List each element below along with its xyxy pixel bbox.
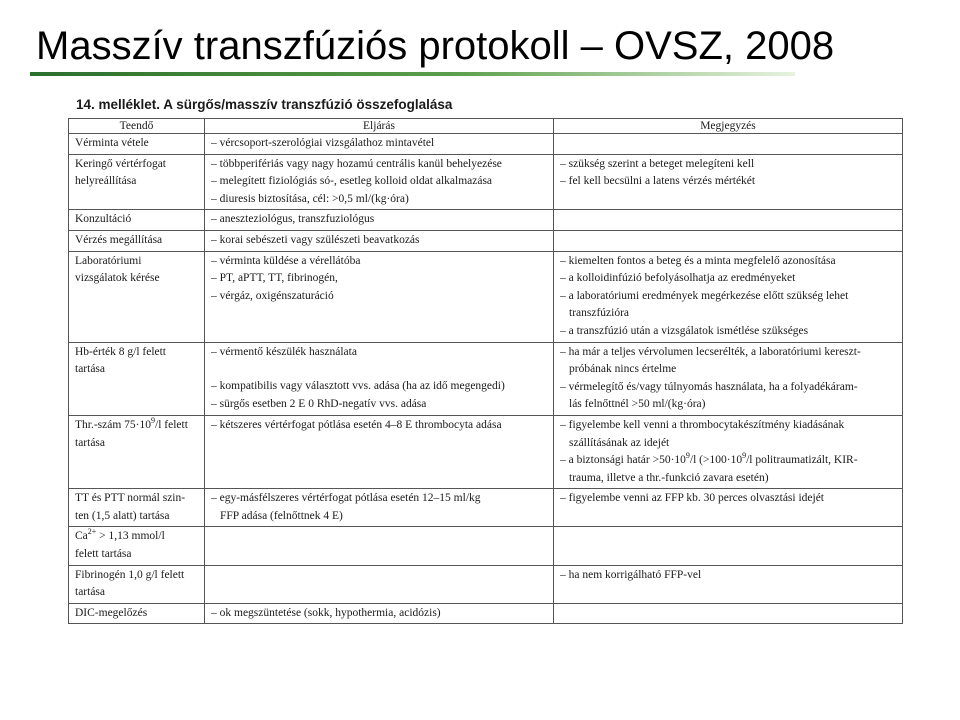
cell-line: transzfúzióra	[569, 307, 630, 320]
cell-line: – többperifériás vagy nagy hozamú centrális kanül behelyezése	[211, 157, 502, 170]
cell-line: FFP adása (felnőttnek 4 E)	[220, 509, 343, 522]
table-row	[69, 134, 903, 155]
cell-line: Thr.-szám $75\cdot 10^9/l$ felett	[75, 416, 188, 431]
cell-line: – kompatibilis vagy választott vvs. adása (ha az idő megengedi)	[211, 380, 505, 393]
table-row	[69, 210, 903, 231]
cell-teendo	[69, 489, 205, 527]
cell-line: vizsgálatok kérése	[75, 272, 160, 285]
cell-line: – ok megszüntetése (sokk, hypothermia, acidózis)	[211, 606, 441, 619]
cell-megjegyzes	[554, 415, 903, 488]
cell-megjegyzes	[554, 134, 903, 155]
title-underline	[30, 72, 795, 76]
cell-megjegyzes	[554, 230, 903, 251]
cell-line: – a kolloidinfúzió befolyásolhatja az eredményeket	[560, 272, 796, 285]
cell-line: TT és PTT normál szin-	[75, 492, 186, 505]
cell-megjegyzes	[554, 342, 903, 415]
cell-line: – figyelembe kell venni a thrombocytakészítmény kiadásának	[560, 418, 845, 431]
column-header-teendo: Teendő	[69, 119, 205, 134]
table-row	[69, 489, 903, 527]
cell-eljaras	[205, 210, 554, 231]
cell-line: – figyelembe venni az FFP kb. 30 perces olvasztási idejét	[560, 492, 825, 505]
cell-teendo	[69, 134, 205, 155]
cell-teendo	[69, 251, 205, 342]
cell-teendo	[69, 154, 205, 210]
cell-eljaras	[205, 565, 554, 603]
cell-line	[211, 361, 547, 378]
cell-line: próbának nincs értelme	[569, 363, 677, 376]
cell-line: Konzultáció	[75, 213, 132, 226]
cell-megjegyzes	[554, 210, 903, 231]
cell-eljaras	[205, 251, 554, 342]
cell-line: Keringő vértérfogat	[75, 157, 167, 170]
cell-line: – egy-másfélszeres vértérfogat pótlása esetén 12–15 ml/kg	[211, 492, 481, 505]
cell-line: trauma, illetve a thr.-funkció zavara esetén)	[569, 471, 769, 484]
cell-line: – szükség szerint a beteget melegíteni kell	[560, 157, 755, 170]
cell-line: tartása	[75, 363, 106, 376]
cell-line: – vércsoport-szerológiai vizsgálathoz mintavétel	[211, 137, 435, 149]
cell-line: – kiemelten fontos a beteg és a minta megfelelő azonosítása	[560, 254, 836, 267]
cell-line: – vérminta küldése a vérellátóba	[211, 254, 361, 267]
cell-teendo	[69, 603, 205, 624]
cell-line: lás felnőttnél >50 ml/(kg·óra)	[569, 398, 706, 411]
cell-eljaras	[205, 230, 554, 251]
cell-line: tartása	[75, 436, 106, 449]
table-row	[69, 230, 903, 251]
cell-megjegyzes	[554, 565, 903, 603]
scanned-document	[62, 96, 902, 624]
cell-line: – vérmelegítő és/vagy túlnyomás használata, ha a folyadékáram-	[560, 380, 858, 393]
cell-line: DIC-megelőzés	[75, 606, 148, 619]
cell-megjegyzes	[554, 603, 903, 624]
cell-line: ten (1,5 alatt) tartása	[75, 509, 170, 522]
cell-line: – melegített fiziológiás só-, esetleg kolloid oldat alkalmazása	[211, 175, 493, 188]
table-row	[69, 603, 903, 624]
document-heading: 14. melléklet. A sürgős/masszív transzfúzió összefoglalása	[76, 97, 453, 112]
cell-line: Laboratóriumi	[75, 254, 142, 267]
cell-line: – aneszteziológus, transzfuziológus	[211, 213, 375, 226]
table-row	[69, 565, 903, 603]
cell-megjegyzes	[554, 251, 903, 342]
cell-teendo	[69, 342, 205, 415]
table-row	[69, 415, 903, 488]
column-header-eljaras: Eljárás	[205, 119, 554, 134]
cell-line: Vérminta vétele	[75, 137, 149, 149]
cell-line: – kétszeres vértérfogat pótlása esetén 4–8 E thrombocyta adása	[211, 418, 502, 431]
cell-line: – ha nem korrigálható FFP-vel	[560, 568, 702, 581]
cell-line: – PT, aPTT, TT, fibrinogén,	[211, 272, 338, 285]
cell-line: – vérgáz, oxigénszaturáció	[211, 289, 334, 302]
table-row	[69, 154, 903, 210]
cell-line: – a biztonsági határ $>50\cdot 10^9/l$ ($>100\cdot 10^9/l$ politraumatizált, KIR-	[560, 452, 858, 467]
cell-eljaras	[205, 415, 554, 488]
cell-eljaras	[205, 527, 554, 565]
cell-line: Fibrinogén 1,0 g/l felett	[75, 568, 185, 581]
cell-line: – sürgős esetben 2 E 0 RhD-negatív vvs. adása	[211, 397, 427, 410]
cell-eljaras	[205, 134, 554, 155]
cell-teendo	[69, 415, 205, 488]
protocol-table	[68, 118, 903, 624]
cell-eljaras	[205, 342, 554, 415]
cell-eljaras	[205, 154, 554, 210]
cell-line: – korai sebészeti vagy szülészeti beavatkozás	[211, 233, 420, 246]
cell-megjegyzes	[554, 154, 903, 210]
cell-eljaras	[205, 603, 554, 624]
table-row	[69, 342, 903, 415]
cell-line: – fel kell becsülni a latens vérzés mértékét	[560, 175, 756, 188]
cell-line: $Ca^{2+} > 1,13$ mmol/l	[75, 528, 165, 543]
cell-teendo	[69, 230, 205, 251]
table-row	[69, 527, 903, 565]
table-body	[69, 134, 903, 624]
cell-line: – diuresis biztosítása, cél: >0,5 ml/(kg·óra)	[211, 192, 409, 205]
cell-megjegyzes	[554, 527, 903, 565]
column-header-megjegyzes: Megjegyzés	[554, 119, 903, 134]
cell-line: tartása	[75, 586, 106, 599]
cell-line: – a transzfúzió után a vizsgálatok ismétlése szükséges	[560, 324, 809, 337]
cell-line: – vérmentő készülék használata	[211, 345, 357, 358]
cell-line: – a laboratóriumi eredmények megérkezése előtt szükség lehet	[560, 289, 849, 302]
table-header-row	[69, 119, 903, 134]
cell-line: Vérzés megállítása	[75, 233, 163, 246]
cell-line: felett tartása	[75, 548, 132, 561]
cell-teendo	[69, 565, 205, 603]
cell-teendo	[69, 210, 205, 231]
cell-teendo	[69, 527, 205, 565]
table-row	[69, 251, 903, 342]
cell-megjegyzes	[554, 489, 903, 527]
cell-eljaras	[205, 489, 554, 527]
cell-line: Hb-érték 8 g/l felett	[75, 345, 167, 358]
cell-line: – ha már a teljes vérvolumen lecserélték, a laboratóriumi kereszt-	[560, 345, 861, 358]
cell-line: helyreállítása	[75, 175, 137, 188]
slide-title: Masszív transzfúziós protokoll – OVSZ, 2008	[36, 24, 835, 68]
cell-line: szállításának az idejét	[569, 436, 670, 449]
